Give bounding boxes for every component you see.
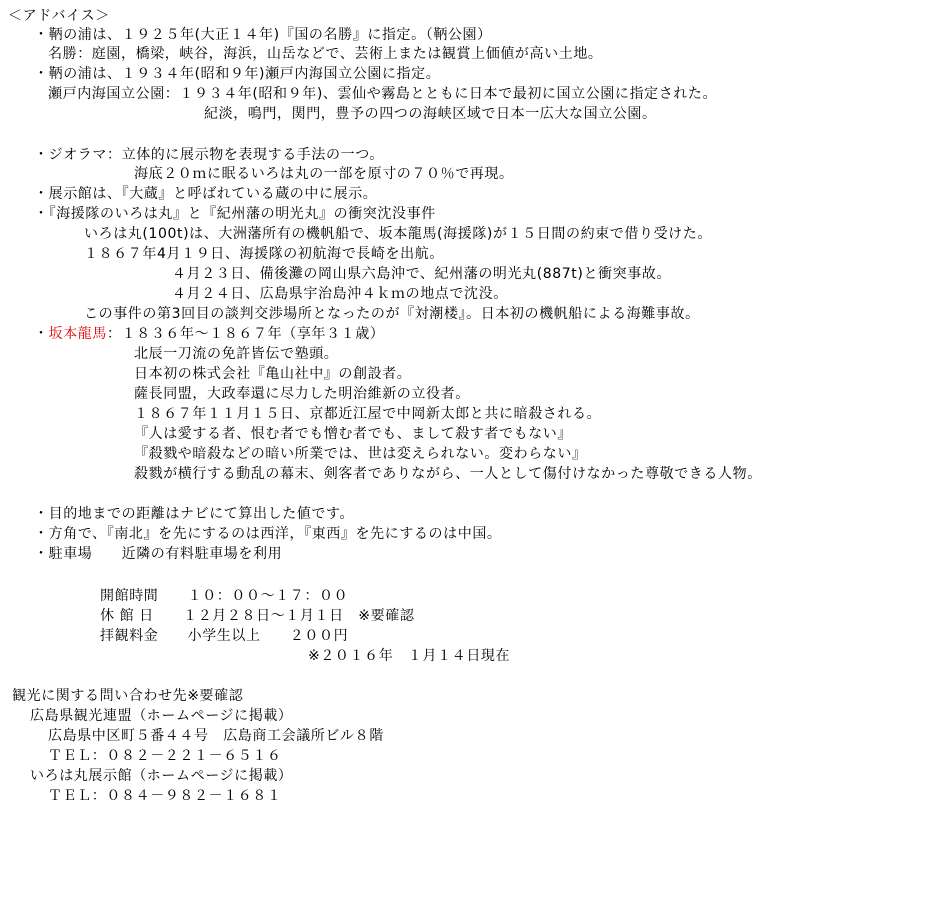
text-line: ＴＥＬ：０８４－９８２－１６８１: [48, 788, 282, 804]
text-line: 名勝：庭園，橋梁，峡谷，海浜，山岳などで、芸術上または観賞上価値が高い土地。: [48, 46, 603, 62]
line-text: ：１８３６年～１８６７年（享年３１歳）: [107, 326, 385, 342]
text-line: いろは丸展示館（ホームページに掲載）: [30, 768, 293, 784]
text-line: ４月２３日、備後灘の岡山県六島沖で、紀州藩の明光丸(887t)と衝突事故。: [172, 266, 672, 282]
text-line: １８６７年１１月１５日、京都近江屋で中岡新太郎と共に暗殺される。: [134, 406, 602, 422]
text-line: 『人は愛する者、恨む者でも憎む者でも、まして殺す者でもない』: [134, 426, 572, 442]
text-line: ・方角で、『南北』を先にするのは西洋，『東西』を先にするのは中国。: [34, 526, 502, 542]
text-line: ・ジオラマ：立体的に展示物を表現する手法の一つ。: [34, 147, 384, 163]
bullet: ・: [34, 326, 49, 342]
text-line: いろは丸(100t)は、大洲藩所有の機帆船で、坂本龍馬(海援隊)が１５日間の約束で借り受けた。: [84, 226, 712, 242]
highlighted-name: 坂本龍馬: [48, 326, 108, 342]
text-line: ・鞆の浦は、１９２５年(大正１４年)『国の名勝』に指定。（鞆公園）: [34, 27, 492, 43]
text-line: 瀬戸内海国立公園：１９３４年(昭和９年)、雲仙や霧島とともに日本で最初に国立公園に指定された。: [48, 86, 718, 102]
text-line: 殺戮が横行する動乱の幕末、剣客者でありながら、一人として傷付けなかった尊敬できる人物。: [134, 466, 762, 482]
text-line: 日本初の株式会社『亀山社中』の創設者。: [134, 366, 412, 382]
text-line: 薩長同盟，大政奉還に尽力した明治維新の立役者。: [134, 386, 470, 402]
text-line: 休 館 日 １２月２８日～１月１日 ※要確認: [100, 608, 415, 624]
text-line: ・目的地までの距離はナビにて算出した値です。: [34, 506, 355, 522]
text-line: 観光に関する問い合わせ先※要確認: [12, 688, 244, 704]
text-line: ＴＥＬ：０８２－２２１－６５１６: [48, 748, 282, 764]
text-line: ※２０１６年 １月１４日現在: [308, 648, 511, 664]
text-line: 紀淡，鳴門，関門，豊予の四つの海峡区域で日本一広大な国立公園。: [204, 106, 657, 122]
text-line: 開館時間 １０：００～１７：００: [100, 588, 349, 604]
text-line: ・展示館は、『大蔵』と呼ばれている蔵の中に展示。: [34, 186, 378, 202]
text-line: 北辰一刀流の免許皆伝で塾頭。: [134, 346, 339, 362]
text-line: 拝観料金 小学生以上 ２００円: [100, 628, 349, 644]
text-line: ・駐車場 近隣の有料駐車場を利用: [34, 546, 283, 562]
text-line: ・『海援隊のいろは丸』と『紀州藩の明光丸』の衝突沈没事件: [34, 206, 436, 222]
text-line: １８６７年4月１９日、海援隊の初航海で長崎を出航。: [84, 246, 444, 262]
text-line: この事件の第3回目の談判交渉場所となったのが『対潮楼』。日本初の機帆船による海難事故。: [84, 306, 700, 322]
text-line: 海底２０ｍに眠るいろは丸の一部を原寸の７０％で再現。: [134, 166, 514, 182]
text-line: ４月２４日、広島県宇治島沖４ｋｍの地点で沈没。: [172, 286, 508, 302]
text-line: ＜アドバイス＞: [8, 8, 110, 24]
text-line: 広島県中区町５番４４号 広島商工会議所ビル８階: [48, 728, 384, 744]
text-line: ・鞆の浦は、１９３４年(昭和９年)瀬戸内海国立公園に指定。: [34, 66, 441, 82]
text-line: [34, 326, 384, 344]
text-line: 『殺戮や暗殺などの暗い所業では、世は変えられない。変わらない』: [134, 446, 587, 462]
text-line: 広島県観光連盟（ホームページに掲載）: [30, 708, 293, 724]
